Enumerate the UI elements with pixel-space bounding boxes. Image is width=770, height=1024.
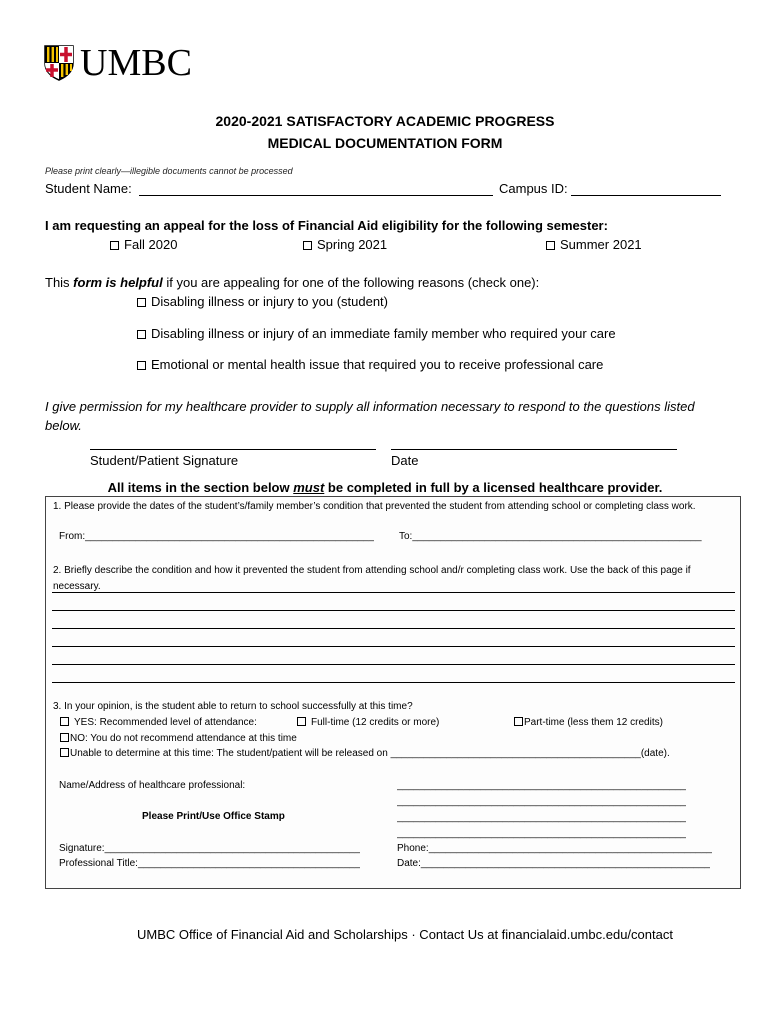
footer-text: UMBC Office of Financial Aid and Scholarships · Contact Us at financialaid.umbc.edu/contact <box>137 927 673 942</box>
fall-checkbox[interactable] <box>110 241 119 250</box>
maryland-shield-icon <box>44 45 74 81</box>
semester-spring-option[interactable] <box>303 237 387 252</box>
appeal-heading: I am requesting an appeal for the loss of Financial Aid eligibility for the following semester: <box>45 218 608 233</box>
reasons-intro-pre: This <box>45 275 74 290</box>
provider-section-heading <box>0 480 770 495</box>
student-name-field[interactable] <box>139 195 493 196</box>
provider-signature-label: Signature: <box>59 843 105 854</box>
fulltime-label: Full-time (12 credits or more) <box>311 717 440 728</box>
from-label: From: <box>59 531 86 542</box>
reasons-intro-post: if you are appealing for one of the following reasons (check one): <box>162 275 540 290</box>
q2-answer-line-4[interactable] <box>52 646 735 647</box>
provider-date-row <box>397 858 710 869</box>
provider-date-label: Date: <box>397 858 421 869</box>
no-label: NO: You do not recommend attendance at this time <box>70 733 297 744</box>
parttime-checkbox[interactable] <box>514 717 523 726</box>
to-label: To: <box>399 531 413 542</box>
release-date-field[interactable]: _____________________________________________ <box>390 748 641 759</box>
parttime-option[interactable] <box>514 717 663 728</box>
address-line-3[interactable]: ____________________________________________________ <box>397 812 687 823</box>
address-line-1[interactable]: ____________________________________________________ <box>397 780 687 791</box>
reason-2-label: Disabling illness or injury of an immediate family member who required your care <box>151 326 616 341</box>
spring-label: Spring 2021 <box>317 237 388 252</box>
reason-1-label: Disabling illness or injury to you (student) <box>151 294 388 309</box>
q1-text: 1. Please provide the dates of the student’s/family member’s condition that prevented the student from attending school or completing class work. <box>53 501 696 512</box>
provider-date-field[interactable]: ____________________________________________________ <box>420 858 711 869</box>
umbc-logo <box>44 42 204 85</box>
reason-1-checkbox[interactable] <box>137 298 146 307</box>
student-signature-label: Student/Patient Signature <box>90 453 239 468</box>
student-signature-field[interactable] <box>90 449 376 450</box>
unable-option[interactable] <box>60 748 670 759</box>
student-date-field[interactable] <box>391 449 677 450</box>
provider-heading-must: must <box>293 480 325 495</box>
no-checkbox[interactable] <box>60 733 69 742</box>
q2-answer-line-6[interactable] <box>52 682 735 683</box>
form-title-line2: MEDICAL DOCUMENTATION FORM <box>267 135 503 151</box>
q3-text: 3. In your opinion, is the student able to return to school successfully at this time? <box>53 701 413 712</box>
summer-checkbox[interactable] <box>546 241 555 250</box>
q2-answer-line-1[interactable] <box>52 592 735 593</box>
logo-text: UMBC <box>80 42 192 84</box>
semester-summer-option[interactable] <box>546 237 642 252</box>
fulltime-option[interactable] <box>297 717 439 728</box>
student-date-label: Date <box>391 453 419 468</box>
from-row <box>59 531 374 542</box>
to-field[interactable]: ____________________________________________________ <box>412 531 702 542</box>
summer-label: Summer 2021 <box>560 237 642 252</box>
no-option[interactable] <box>60 733 297 744</box>
phone-field[interactable]: ___________________________________________________ <box>428 843 713 854</box>
permission-text: I give permission for my healthcare provider to supply all information necessary to respond to the questions listed below. <box>45 399 695 433</box>
fulltime-checkbox[interactable] <box>297 717 306 726</box>
reasons-intro-emphasis: form is helpful <box>73 275 163 290</box>
reason-3-label: Emotional or mental health issue that required you to receive professional care <box>151 357 604 372</box>
reason-2-checkbox[interactable] <box>137 330 146 339</box>
q2-answer-line-2[interactable] <box>52 610 735 611</box>
phone-row <box>397 843 712 854</box>
signature-row <box>59 843 360 854</box>
address-line-4[interactable]: ____________________________________________________ <box>397 828 687 839</box>
from-field[interactable]: ____________________________________________________ <box>85 531 375 542</box>
form-title-line1: 2020-2021 SATISFACTORY ACADEMIC PROGRESS <box>215 113 555 129</box>
campus-id-label: Campus ID: <box>499 181 568 196</box>
fall-label: Fall 2020 <box>124 237 178 252</box>
spring-checkbox[interactable] <box>303 241 312 250</box>
unable-checkbox[interactable] <box>60 748 69 757</box>
reason-3-checkbox[interactable] <box>137 361 146 370</box>
yes-option[interactable] <box>60 717 257 728</box>
reason-option-2[interactable] <box>137 326 616 341</box>
reason-option-1[interactable] <box>137 294 388 309</box>
provider-signature-field[interactable]: ______________________________________________ <box>104 843 361 854</box>
q2-text: 2. Briefly describe the condition and how it prevented the student from attending school and/r completing class work. Use the back of this page if necessary. <box>53 565 691 592</box>
phone-label: Phone: <box>397 843 429 854</box>
print-note: Please print clearly—illegible documents cannot be processed <box>45 166 293 176</box>
stamp-label: Please Print/Use Office Stamp <box>142 811 285 822</box>
reason-option-3[interactable] <box>137 357 603 372</box>
unable-label: Unable to determine at this time: The student/patient will be released on <box>70 748 388 759</box>
to-row <box>399 531 702 542</box>
q2-answer-line-3[interactable] <box>52 628 735 629</box>
yes-checkbox[interactable] <box>60 717 69 726</box>
campus-id-field[interactable] <box>571 195 721 196</box>
professional-title-row <box>59 858 360 869</box>
reasons-intro <box>45 275 539 290</box>
student-name-label: Student Name: <box>45 181 132 196</box>
parttime-label: Part-time (less them 12 credits) <box>524 717 663 728</box>
professional-title-field[interactable]: ________________________________________ <box>137 858 361 869</box>
address-line-2[interactable]: ____________________________________________________ <box>397 796 687 807</box>
name-address-label: Name/Address of healthcare professional: <box>59 780 246 791</box>
date-suffix: (date). <box>640 748 670 759</box>
provider-heading-pre: All items in the section below <box>107 480 294 495</box>
professional-title-label: Professional Title: <box>59 858 138 869</box>
q2-answer-line-5[interactable] <box>52 664 735 665</box>
yes-label: YES: Recommended level of attendance: <box>74 717 257 728</box>
provider-heading-post: be completed in full by a licensed healthcare provider. <box>324 480 663 495</box>
semester-fall-option[interactable] <box>110 237 177 252</box>
